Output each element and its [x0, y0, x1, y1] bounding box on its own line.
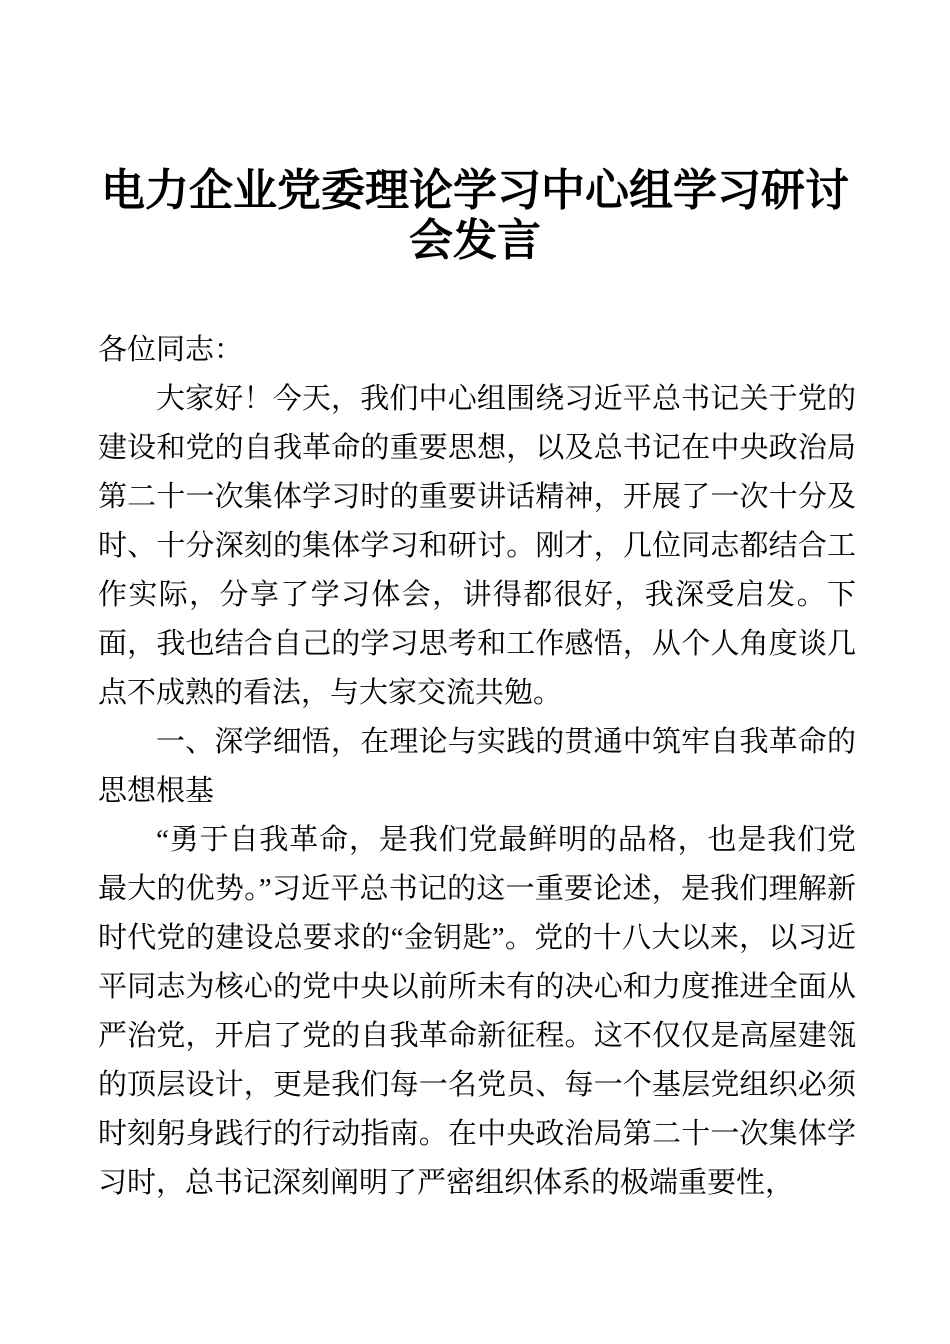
paragraph-opening: 大家好！今天，我们中心组围绕习近平总书记关于党的建设和党的自我革命的重要思想，以及总书记在中央政治局第二十一次集体学习时的重要讲话精神，开展了一次十分及时、十分深刻的集体学习和研讨。刚才，几位同志都结合工作实际，分享了学习体会，讲得都很好，我深受启发。下面，我也结合自己的学习思考和工作感悟，从个人角度谈几点不成熟的看法，与大家交流共勉。	[98, 383, 856, 709]
document-title: 电力企业党委理论学习中心组学习研讨会发言	[101, 166, 849, 265]
paragraph-section-1-body: “勇于自我革命，是我们党最鲜明的品格，也是我们党最大的优势。”习近平总书记的这一重要论述，是我们理解新时代党的建设总要求的“金钥匙”。党的十八大以来，以习近平同志为核心的党中央以前所未有的决心和力度推进全面从严治党，开启了党的自我革命新征程。这不仅仅是高屋建瓴的顶层设计，更是我们每一名党员、每一个基层党组织必须时刻躬身践行的行动指南。在中央政治局第二十一次集体学习时，总书记深刻阐明了严密组织体系的极端重要性，	[98, 824, 856, 1199]
document-body	[98, 326, 856, 1208]
section-heading-1: 一、深学细悟，在理论与实践的贯通中筑牢自我革命的思想根基	[98, 726, 856, 807]
salutation: 各位同志：	[98, 334, 244, 366]
